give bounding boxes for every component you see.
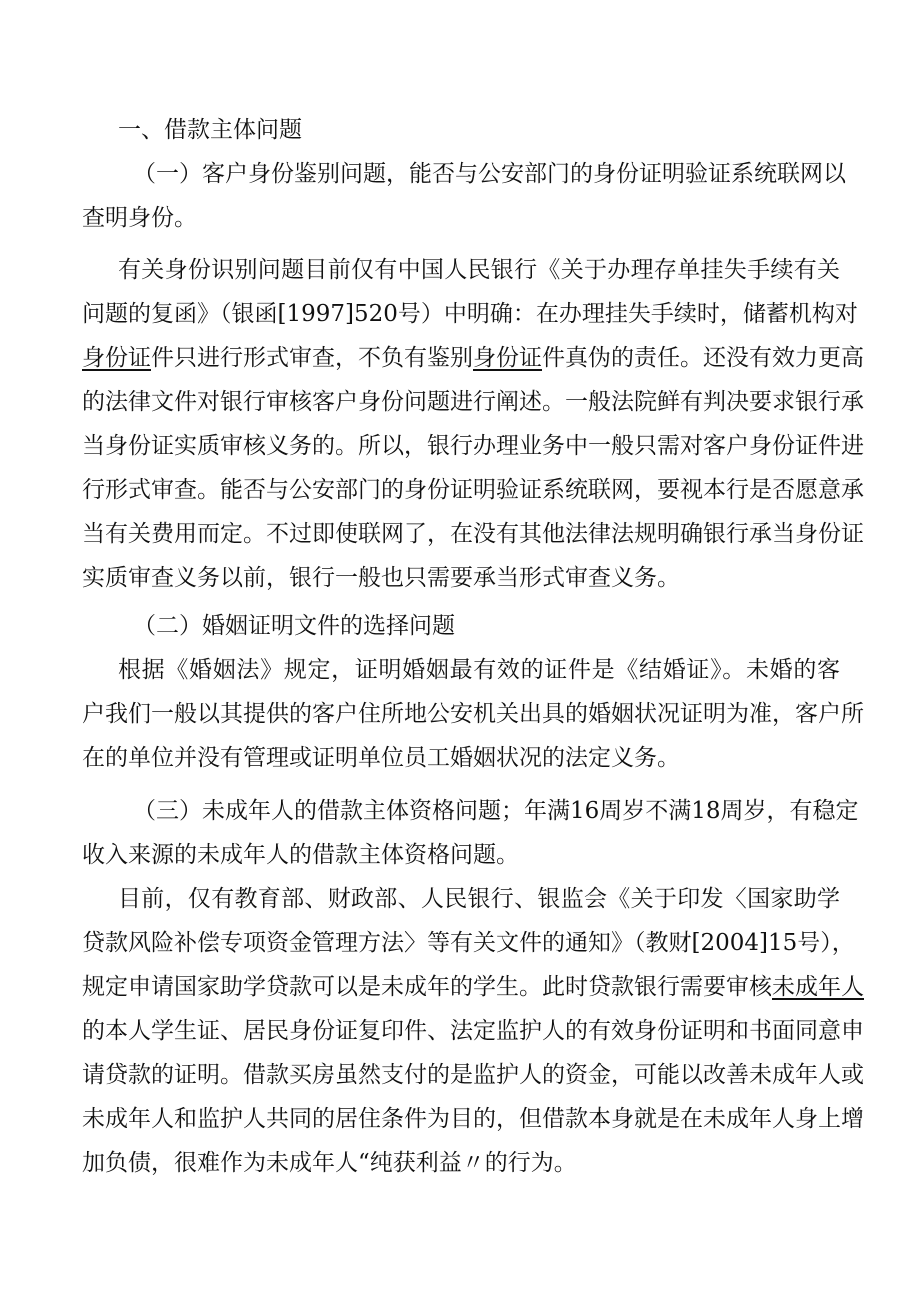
section-1-paragraph-line-3 — [82, 338, 864, 378]
text-run: 件只进行形式审查，不负有鉴别 — [151, 345, 473, 371]
section-3-paragraph-line-4: 的本人学生证、居民身份证复印件、法定监护人的有效身份证明和书面同意申 — [82, 1018, 864, 1044]
section-1-paragraph-line-8: 实质审查义务以前，银行一般也只需要承当形式审查义务。 — [82, 565, 680, 591]
section-heading: 一、借款主体问题 — [118, 117, 302, 143]
section-1-paragraph-line-2: 问题的复函》（银函[1997]520号）中明确：在办理挂失手续时，储蓄机构对 — [82, 301, 858, 327]
section-2-paragraph-line-3: 在的单位并没有管理或证明单位员工婚姻状况的法定义务。 — [82, 745, 680, 771]
section-1-paragraph-line-6: 行形式审查。能否与公安部门的身份证明验证系统联网，要视本行是否愿意承 — [82, 477, 864, 503]
section-2-paragraph-line-1: 根据《婚姻法》规定，证明婚姻最有效的证件是《结婚证》。未婚的客 — [118, 657, 840, 683]
underlined-term: 身份证 — [82, 345, 151, 371]
section-1-paragraph-line-1: 有关身份识别问题目前仅有中国人民银行《关于办理存单挂失手续有关 — [118, 257, 840, 283]
section-3-paragraph-line-6: 未成年人和监护人共同的居住条件为目的，但借款本身就是在未成年人身上增 — [82, 1106, 864, 1132]
text-run: 件真伪的责任。还没有效力更高 — [542, 345, 864, 371]
section-1-paragraph-line-7: 当有关费用而定。不过即使联网了，在没有其他法律法规明确银行承当身份证 — [82, 521, 864, 547]
section-3-paragraph-line-2: 贷款风险补偿专项资金管理方法〉等有关文件的通知》（教财[2004]15号）， — [82, 930, 855, 956]
underlined-term: 身份证 — [473, 345, 542, 371]
section-3-paragraph-line-7: 加负债，很难作为未成年人“纯获利益〃的行为。 — [82, 1150, 577, 1176]
section-3-title-line-1: （三）未成年人的借款主体资格问题；年满16周岁不满18周岁，有稳定 — [133, 798, 859, 824]
section-2-title: （二）婚姻证明文件的选择问题 — [133, 613, 455, 639]
section-1-paragraph-line-4: 的法律文件对银行审核客户身份问题进行阐述。一般法院鲜有判决要求银行承 — [82, 389, 864, 415]
section-3-paragraph-line-5: 请贷款的证明。借款买房虽然支付的是监护人的资金，可能以改善未成年人或 — [82, 1062, 864, 1088]
section-3-paragraph-line-3 — [82, 967, 864, 1007]
section-3-paragraph-line-1: 目前，仅有教育部、财政部、人民银行、银监会《关于印发〈国家助学 — [118, 886, 840, 912]
section-1-title-line-1: （一）客户身份鉴别问题，能否与公安部门的身份证明验证系统联网以 — [133, 161, 846, 187]
section-3-title-line-2: 收入来源的未成年人的借款主体资格问题。 — [82, 842, 519, 868]
underlined-term: 未成年人 — [772, 974, 864, 1000]
section-2-paragraph-line-2: 户我们一般以其提供的客户住所地公安机关出具的婚姻状况证明为准，客户所 — [82, 701, 864, 727]
section-1-paragraph-line-5: 当身份证实质审核义务的。所以，银行办理业务中一般只需对客户身份证件进 — [82, 433, 864, 459]
text-run: 规定申请国家助学贷款可以是未成年的学生。此时贷款银行需要审核 — [82, 974, 772, 1000]
section-1-title-line-2: 查明身份。 — [82, 205, 197, 231]
